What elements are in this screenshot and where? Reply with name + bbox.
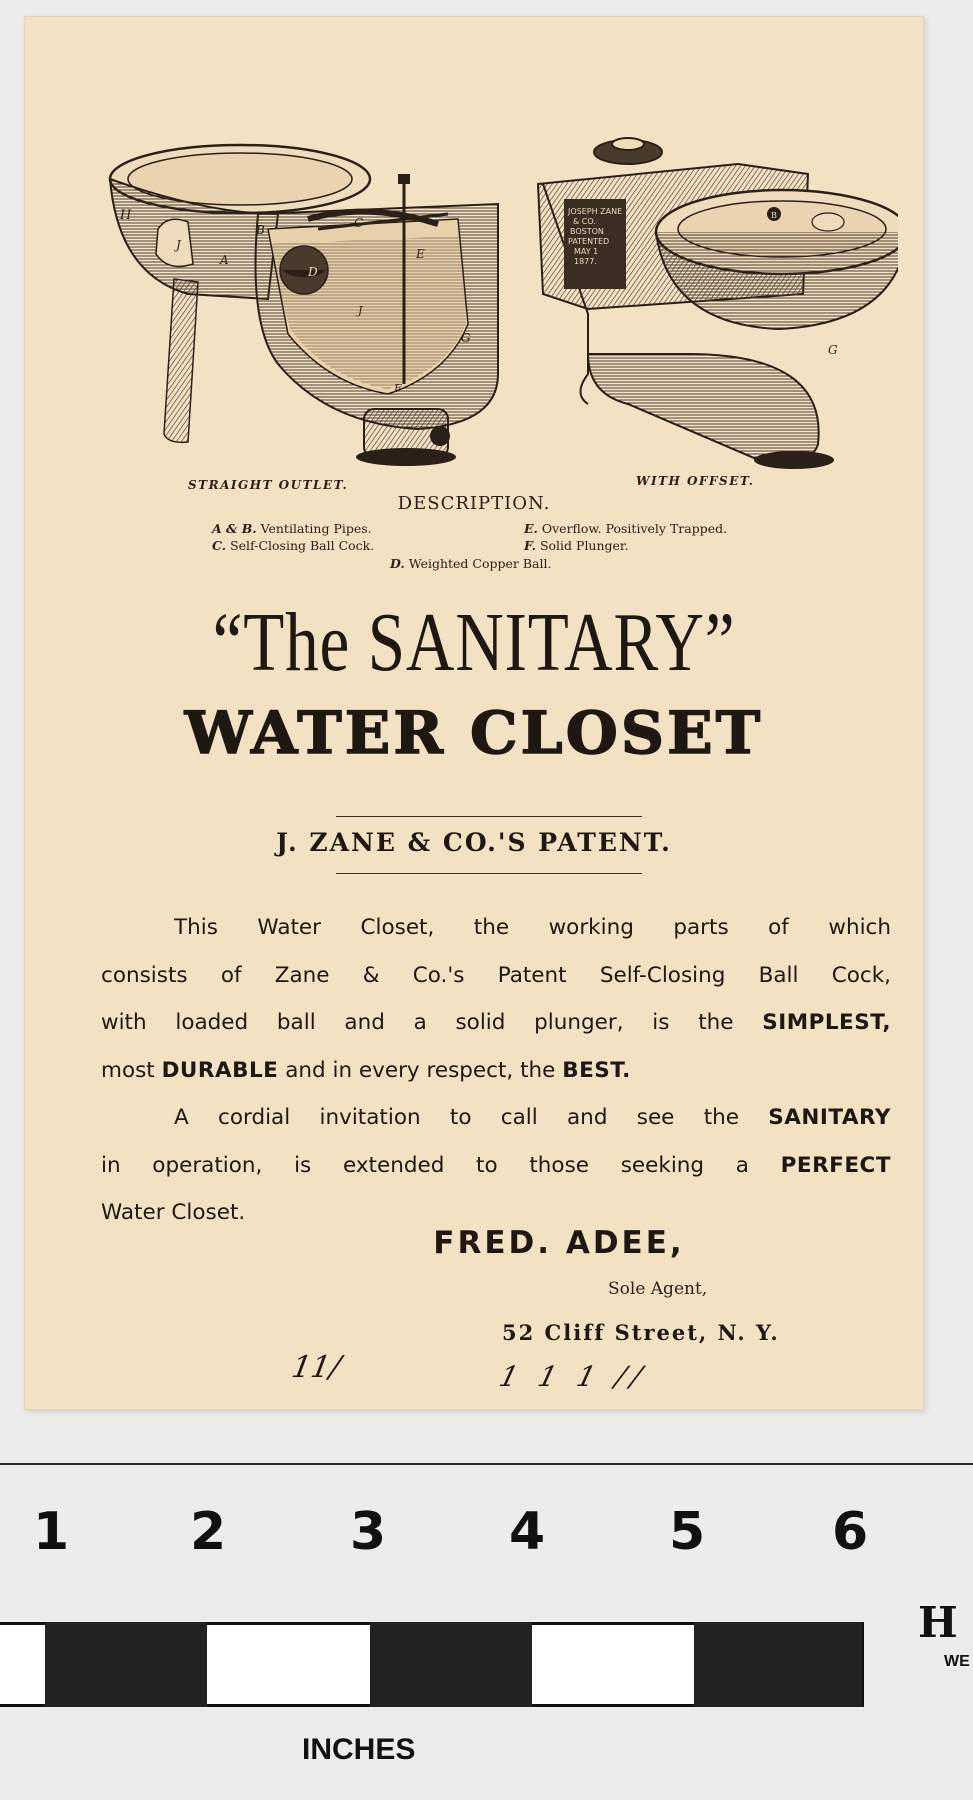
water-closet-illustration — [68, 24, 898, 474]
body-line-2: consists of Zane & Co.'s Patent Self-Closing Ball Cock, — [101, 962, 891, 988]
title-water-closet: WATER CLOSET — [184, 699, 764, 767]
caption-straight-outlet: STRAIGHT OUTLET. — [188, 478, 349, 492]
svg-text:BOSTON: BOSTON — [570, 227, 604, 236]
scale-number-5: 5 — [669, 1502, 706, 1562]
scale-number-6: 6 — [832, 1502, 869, 1562]
label-b: B — [256, 223, 265, 237]
scale-segment-1 — [45, 1622, 207, 1707]
document-sheet — [24, 16, 924, 1410]
svg-text:JOSEPH ZANE: JOSEPH ZANE — [568, 207, 623, 216]
label-e: E — [416, 247, 425, 261]
body-text — [101, 904, 891, 1237]
description-item-e: E. Overflow. Positively Trapped. — [524, 521, 728, 536]
inch-scale-bar — [0, 1440, 973, 1800]
handwritten-mark-2: 1 1 1 // — [495, 1360, 652, 1393]
description-item-f: F. Solid Plunger. — [524, 538, 629, 553]
patent-line: J. ZANE & CO.'S PATENT. — [276, 828, 672, 857]
svg-text:PATENTED: PATENTED — [568, 237, 610, 246]
caption-with-offset: WITH OFFSET. — [636, 474, 755, 488]
agent-address: 52 Cliff Street, N. Y. — [502, 1320, 780, 1345]
label-d: D — [308, 265, 318, 279]
scale-number-1: 1 — [33, 1502, 70, 1562]
svg-text:& CO.: & CO. — [573, 217, 596, 226]
label-f: F — [394, 382, 402, 395]
svg-text:MAY 1: MAY 1 — [574, 247, 599, 256]
scale-segment-3 — [370, 1622, 532, 1707]
description-item-c: C. Self-Closing Ball Cock. — [212, 538, 375, 553]
scale-number-2: 2 — [190, 1502, 227, 1562]
logo-fragment: H — [918, 1598, 958, 1647]
label-j-left: J — [176, 238, 181, 252]
body-line-7: Water Closet. — [101, 1200, 246, 1225]
svg-text:1877.: 1877. — [574, 257, 597, 266]
body-line-4: most DURABLE and in every respect, the BEST. — [101, 1057, 631, 1083]
handwritten-mark-1: 11/ — [288, 1350, 344, 1385]
scale-number-4: 4 — [509, 1502, 546, 1562]
divider-top — [336, 816, 642, 817]
offset-closet-drawing — [538, 138, 898, 469]
scale-top-line — [0, 1463, 973, 1465]
description-item-d: D. Weighted Copper Ball. — [390, 556, 552, 571]
title-the-sanitary: “The SANITARY” — [212, 596, 736, 689]
divider-bottom — [336, 873, 642, 874]
agent-title: Sole Agent, — [608, 1279, 708, 1299]
scale-segment-5 — [694, 1622, 862, 1707]
body-line-5: A cordial invitation to call and see the SANITARY — [174, 1105, 891, 1130]
scale-unit-label: INCHES — [302, 1733, 416, 1766]
label-h: H — [120, 208, 132, 223]
scale-number-3: 3 — [350, 1502, 387, 1562]
label-c: C — [354, 216, 364, 230]
label-g-left: G — [461, 331, 471, 345]
body-line-3: with loaded ball and a solid plunger, is the SIMPLEST, — [101, 1010, 891, 1035]
label-a: A — [220, 253, 229, 267]
description-heading: DESCRIPTION. — [397, 493, 551, 514]
straight-outlet-closet-drawing — [110, 145, 498, 466]
label-g-right: G — [828, 343, 838, 357]
label-j-tank: J — [358, 304, 363, 317]
description-item-ab: A & B. Ventilating Pipes. — [212, 521, 372, 536]
agent-name: FRED. ADEE, — [433, 1225, 685, 1261]
logo-sub-fragment: WE — [944, 1653, 970, 1670]
label-b-right: B — [771, 211, 777, 220]
body-line-6: in operation, is extended to those seeking a PERFECT — [101, 1152, 891, 1178]
body-line-1: This Water Closet, the working parts of which — [174, 915, 891, 940]
